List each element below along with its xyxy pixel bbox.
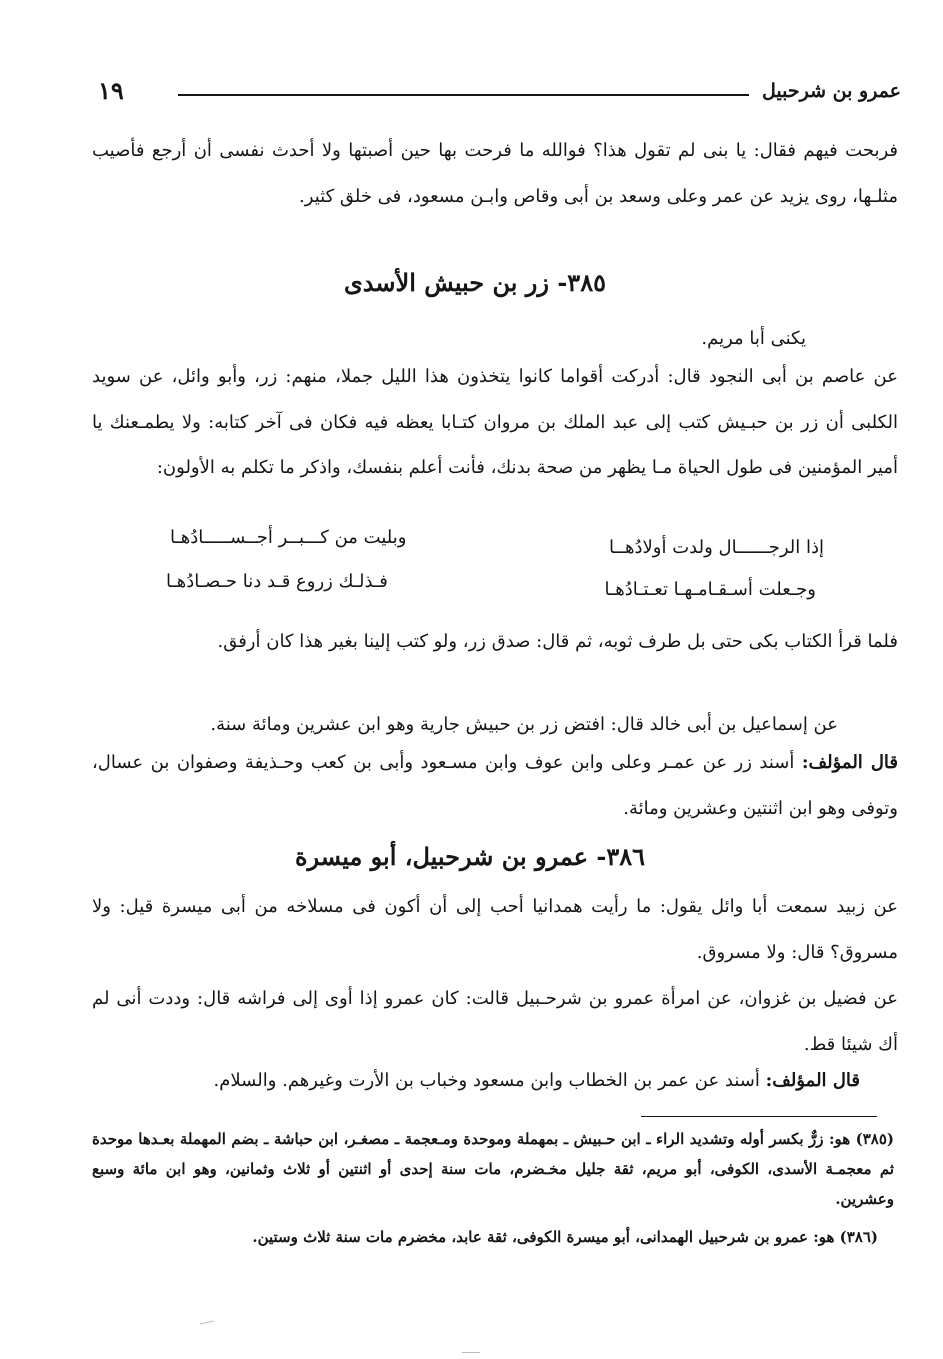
verse-block: [140, 527, 830, 613]
entry-385-paragraph-2: فلما قرأ الكتاب بكى حتى بل طرف ثوبه، ثم قال: صدق زر، ولو كتب إلينا بغير هذا كان أرفق.: [217, 631, 898, 652]
author-label: قال المؤلف:: [801, 752, 899, 773]
verse-first-hemistich: وجـعلت أسـقـامـهـا تعـتـادُهـا: [604, 579, 816, 600]
entry-385-paragraph-3: عن إسماعيل بن أبى خالد قال: افتض زر بن حبيش جارية وهو ابن عشرين ومائة سنة.: [210, 714, 838, 735]
entry-385-paragraph-1: عن عاصم بن أبى النجود قال: أدركت أقواما كانوا يتخذون هذا الليل جملا، منهم: زر، وأبو وائل، عن سويد الكلبى أن زر بن حبـيش كتب إلى عبد الملك بن مروان كتـابا يعظه فيه فكان فى آخر كتابه: ولا يطمـعنك يا أمير المؤمنين فى طول الحياة مـا يظهر من صحة بدنك، فأنت أعلم بنفسك، واذكر ما تكلم به الأولون:: [92, 366, 898, 478]
entry-385-kunya: يكنى أبا مريم.: [701, 328, 806, 349]
author-note-text: أسند عن عمر بن الخطاب وابن مسعود وخباب بن الأرت وغيرهم. والسلام.: [213, 1070, 766, 1091]
verse-second-hemistich: فـذلـك زروع قـد دنا حـصـادُهـا: [166, 571, 388, 592]
footnote-386: (٣٨٦) هو: عمرو بن شرحبيل الهمدانى، أبو ميسرة الكوفى، ثقة عابد، مخضرم مات سنة ثلاث وستين.: [252, 1228, 878, 1246]
verse-line: [140, 527, 830, 571]
intro-paragraph: فربحت فيهم فقال: يا بنى لم تقول هذا؟ فوالله ما فرحت بها حين أصبتها ولا أحدث نفسى أن أرجع فأصيب مثلـها، روى يزيد عن عمر وعلى وسعد بن أبى وقاص وابـن مسعود، فى خلق كثير.: [92, 140, 898, 207]
verse-line: [140, 573, 830, 611]
page-header: [90, 76, 901, 116]
author-label: قال المؤلف:: [765, 1070, 860, 1091]
footnote-separator: [641, 1116, 877, 1117]
entry-386-paragraph-1: عن زبيد سمعت أبا وائل يقول: ما رأيت همدانيا أحب إلى أن أكون فى مسلاخه من أبى ميسرة قيل: ولا مسروق؟ قال: ولا مسروق.: [92, 896, 898, 963]
scan-mark: [200, 1321, 214, 1325]
footnote-385: (٣٨٥) هو: زرٌّ بكسر أوله وتشديد الراء ـ ابن حـبيش ـ بمهملة وموحدة ومـعجمة ـ مصغـر، ابن حباشة ـ بضم المهملة بعـدها موحدة ثم معجمـة الأسدى، الكوفى، أبو مريم، ثقة جليل مخـضرم، مات سنة إحدى أو اثنتين أو ثلاث وثمانين، وهو ابن مائة وسبع وعشرين.: [92, 1130, 894, 1208]
entry-385-author-note: [92, 740, 898, 831]
running-head: عمرو بن شرحبيل: [762, 80, 901, 102]
author-note-text: أسند زر عن عمـر وعلى وابن عوف وابن مسـعود وأبى بن كعب وحـذيفة وصفوان بن عسال، وتوفى وهو ابن اثنتين وعشرين ومائة.: [92, 752, 898, 819]
page-number: ١٩: [98, 76, 124, 105]
header-rule: [178, 94, 749, 96]
entry-386-author-note: [92, 1058, 860, 1104]
entry-386-heading: ٣٨٦- عمرو بن شرحبيل، أبو ميسرة: [294, 842, 646, 871]
verse-second-hemistich: وبليت من كـــبــر أجــســـــادُهـا: [170, 527, 407, 548]
entry-386-paragraph-2: عن فضيل بن غزوان، عن امرأة عمرو بن شرحـبيل قالت: كان عمرو إذا أوى إلى فراشه قال: وددت أنى لم أك شيئا قط.: [92, 988, 898, 1055]
scan-mark: [462, 1352, 480, 1353]
entry-385-heading: ٣٨٥- زر بن حبيش الأسدى: [344, 268, 606, 297]
verse-first-hemistich: إذا الرجــــــال ولدت أولادُهــا: [609, 537, 824, 558]
